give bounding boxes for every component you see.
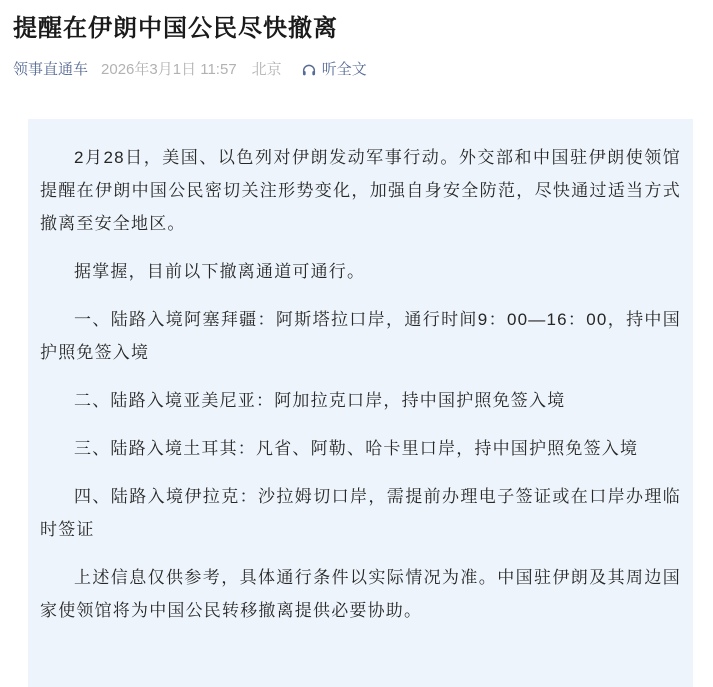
article-content-box — [28, 119, 693, 687]
article-page — [0, 13, 713, 655]
paragraph-channels-intro: 据掌握，目前以下撤离通道可通行。 — [74, 262, 366, 281]
account-link[interactable]: 领事直通车 — [13, 61, 89, 78]
paragraph-disclaimer: 上述信息仅供参考，具体通行条件以实际情况为准。中国驻伊朗及其周边国家使领馆将为中国公民转移撤离提供必要协助。 — [40, 568, 681, 620]
paragraph-route-azerbaijan: 一、陆路入境阿塞拜疆：阿斯塔拉口岸，通行时间9：00—16：00，持中国护照免签入境 — [40, 310, 681, 362]
paragraph-route-turkey: 三、陆路入境土耳其：凡省、阿勒、哈卡里口岸，持中国护照免签入境 — [74, 439, 639, 458]
article-meta — [13, 59, 700, 80]
listen-full-text-button[interactable] — [301, 59, 367, 80]
publish-date: 2026年3月1日 11:57 — [101, 61, 237, 78]
page-title: 提醒在伊朗中国公民尽快撤离 — [13, 15, 338, 42]
publish-location: 北京 — [251, 61, 282, 78]
listen-label: 听全文 — [321, 61, 367, 78]
paragraph-route-armenia: 二、陆路入境亚美尼亚：阿加拉克口岸，持中国护照免签入境 — [74, 391, 566, 410]
paragraph-intro: 2月28日，美国、以色列对伊朗发动军事行动。外交部和中国驻伊朗使领馆提醒在伊朗中国公民密切关注形势变化，加强自身安全防范，尽快通过适当方式撤离至安全地区。 — [40, 148, 681, 233]
paragraph-route-iraq: 四、陆路入境伊拉克：沙拉姆切口岸，需提前办理电子签证或在口岸办理临时签证 — [40, 487, 681, 539]
headphones-icon — [301, 62, 317, 78]
